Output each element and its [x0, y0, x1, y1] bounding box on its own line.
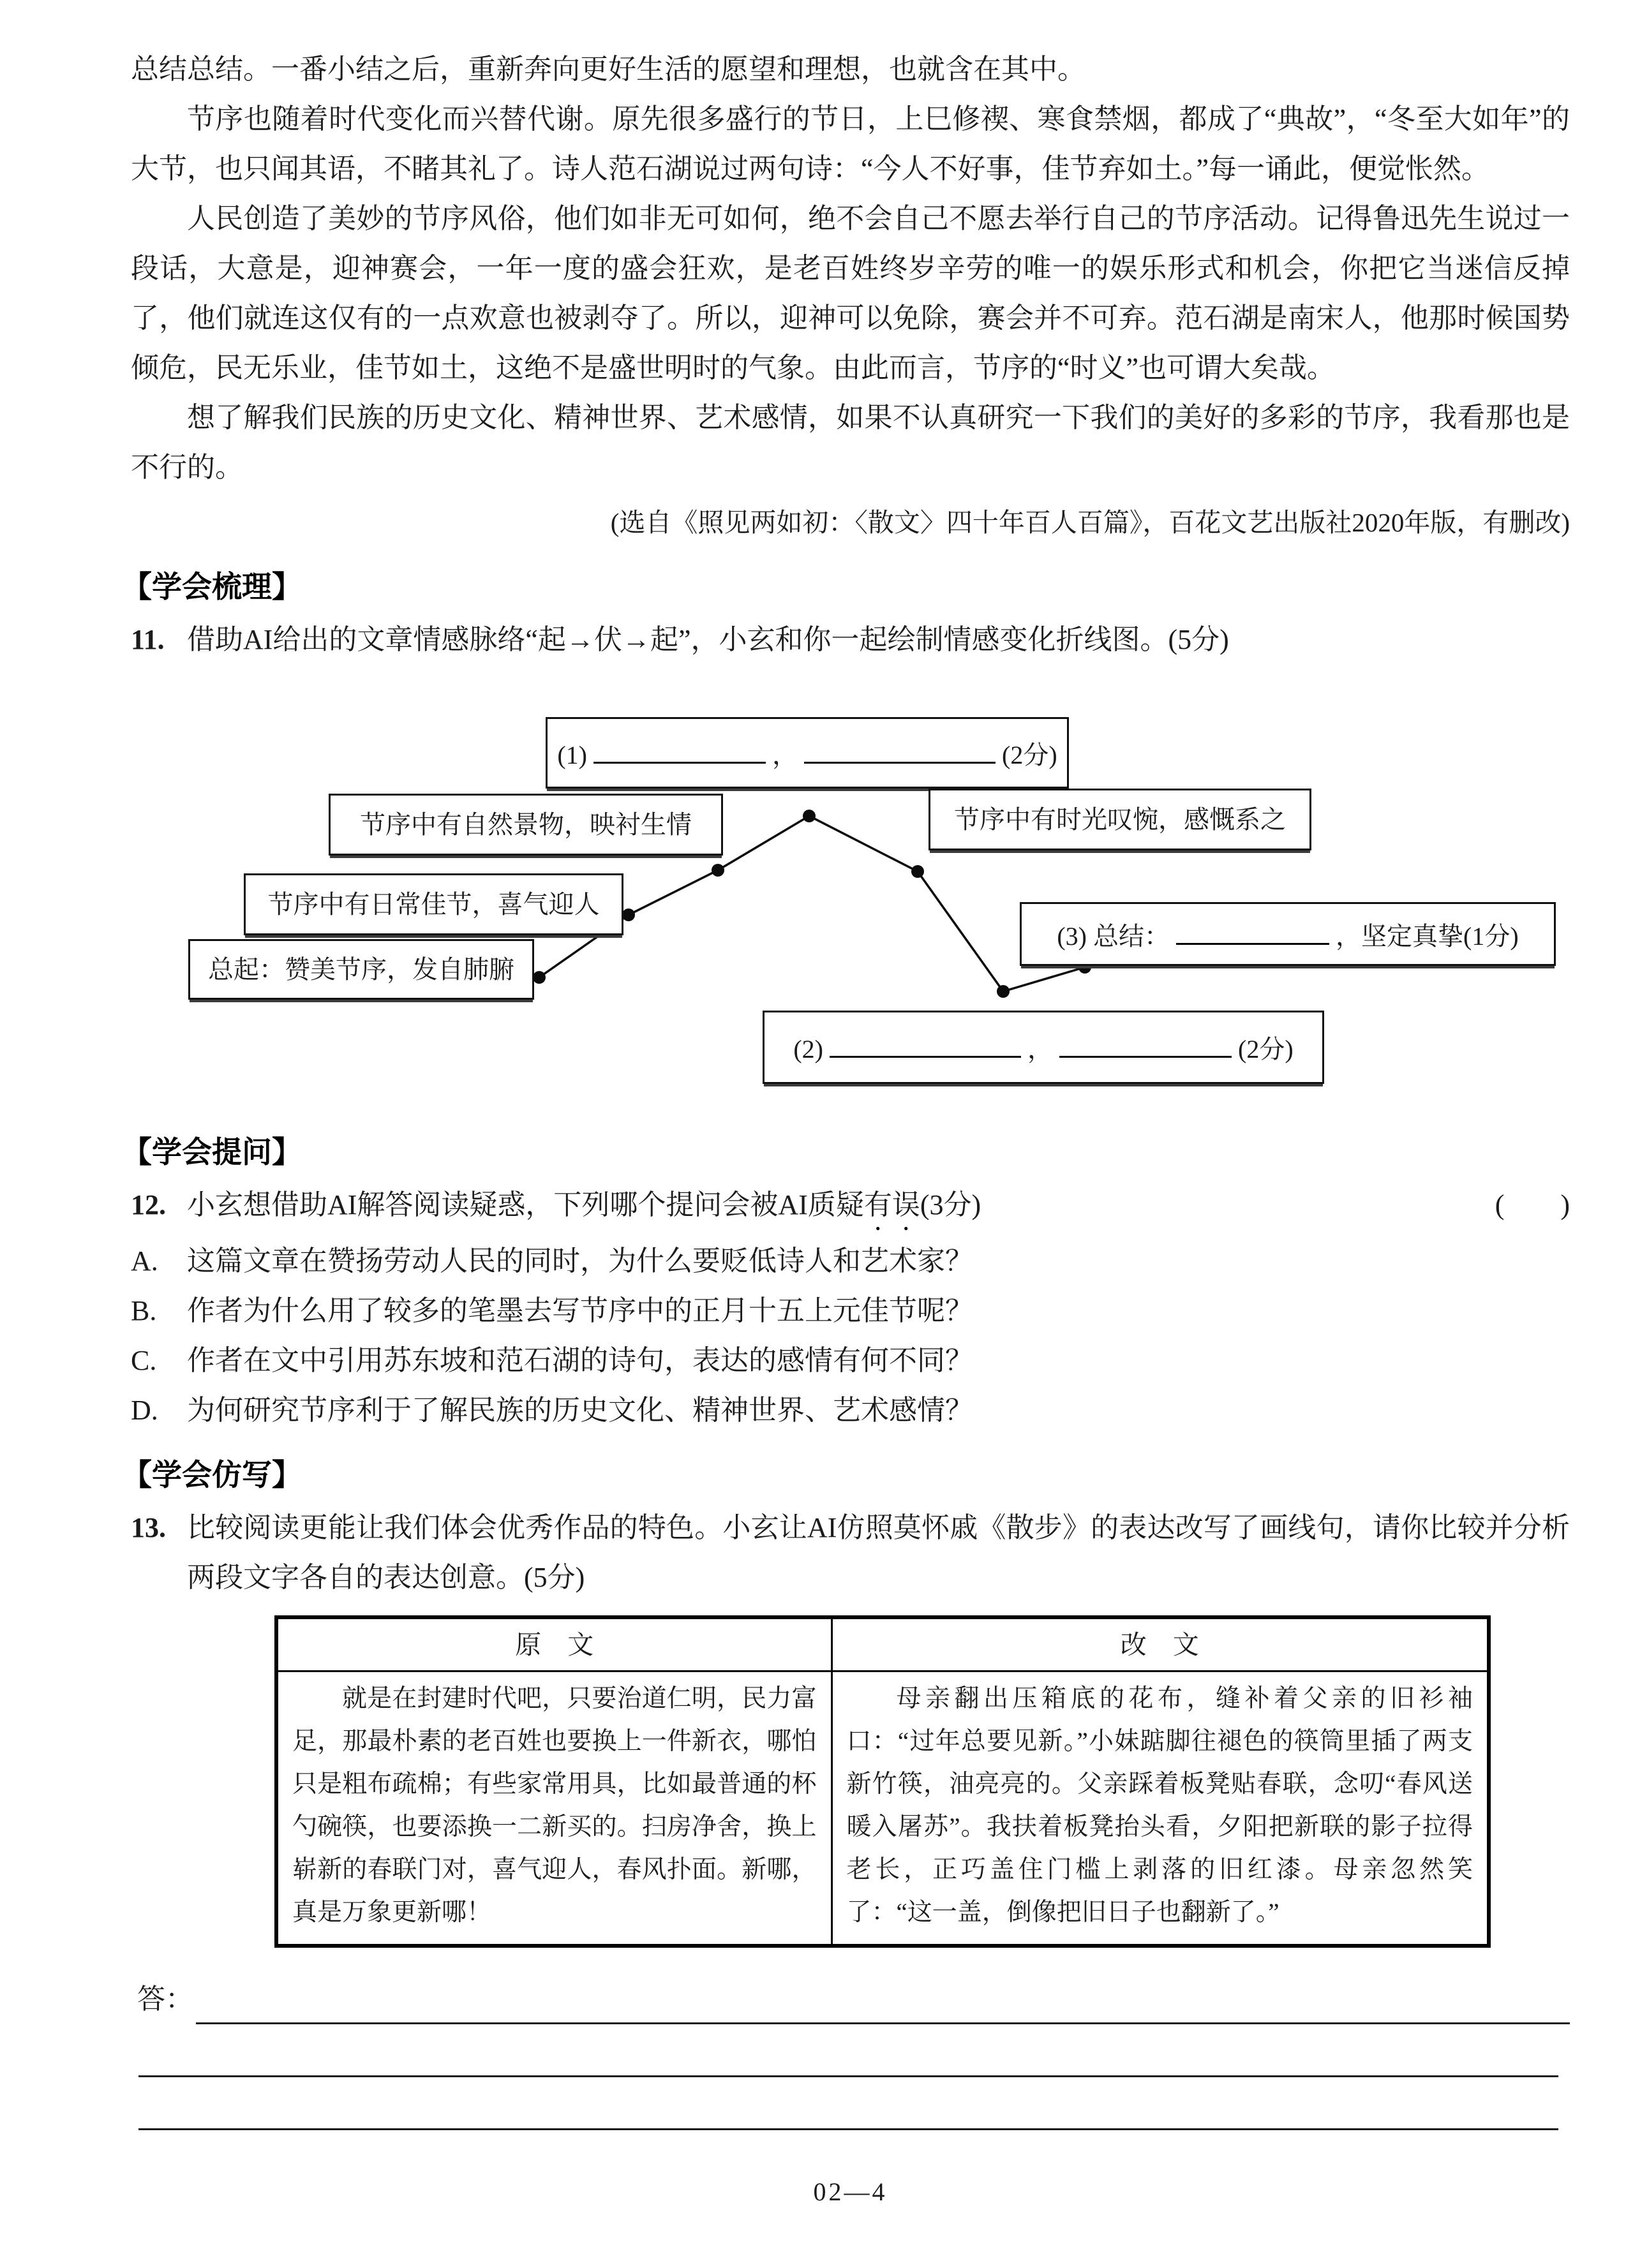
question-12-text: 小玄想借助AI解答阅读疑惑，下列哪个提问会被AI质疑 [187, 1189, 864, 1220]
answer-label: 答： [137, 1983, 193, 2015]
option-c-label: C. [131, 1345, 157, 1376]
question-11-number: 11. [131, 624, 165, 655]
question-13-text: 比较阅读更能让我们体会优秀作品的特色。小玄让AI仿照莫怀戚《散步》的表达改写了画线句，请你比较并分析两段文字各自的表达创意。(5分) [187, 1512, 1570, 1593]
blank2-comma: ， [1027, 1035, 1053, 1064]
diagram-box-time-label: 节序中有时光叹惋，感慨系之 [954, 804, 1286, 834]
diagram-box-blank2 [763, 1011, 1324, 1084]
section-title-fangxie: 【学会仿写】 [122, 1458, 302, 1492]
data-point [911, 865, 924, 878]
passage-paragraph: 总结总结。一番小结之后，重新奔向更好生活的愿望和理想，也就含在其中。 [131, 54, 1085, 85]
passage-paragraph: 人民创造了美妙的节序风俗，他们如非无可如何，绝不会自己不愿去举行自己的节序活动。记得鲁迅先生说过一段话，大意是，迎神赛会，一年一度的盛会狂欢，是老百姓终岁辛劳的唯一的娱乐形式和机会，你把它当迷信反掉了，他们就连这仅有的一点欢意也被剥夺了。所以，迎神可以免除，赛会并不可弃。范石湖是南宋人，他那时候国势倾危，民无乐业，佳节如土，这绝不是盛世明时的气象。由此而言，节序的“时义”也可谓大矣哉。 [131, 203, 1570, 383]
comparison-table [274, 1615, 1491, 1948]
revised-text: 母亲翻出压箱底的花布，缝补着父亲的旧衫袖口：“过年总要见新。”小妹踮脚往褪色的筷筒里插了两支新竹筷，油亮亮的。父亲踩着板凳贴春联，念叨“春风送暖入屠苏”。我扶着板凳抬头看，夕阳把新联的影子拉得老长，正巧盖住门槛上剥落的旧红漆。母亲忽然笑了：“这一盖，倒像把旧日子也翻新了。” [846, 1685, 1473, 1926]
answer-bracket: ( ) [1495, 1189, 1570, 1220]
question-13 [131, 1503, 1570, 1603]
option-b-label: B. [131, 1295, 157, 1326]
answer-writing-line [138, 2077, 1558, 2130]
question-11-text: 借助AI给出的文章情感脉络“起→伏→起”，小玄和你一起绘制情感变化折线图。(5分) [187, 624, 1229, 655]
page-number: 02—4 [813, 2177, 888, 2206]
diagram-box-nature-label: 节序中有自然景物，映衬生情 [360, 810, 692, 839]
answer-blank [830, 1029, 1021, 1058]
question-12-number: 12. [131, 1189, 166, 1220]
question-11 [131, 615, 1570, 665]
emotion-line-diagram [0, 679, 1626, 1113]
data-point-peak [803, 810, 816, 822]
answer-blank [1176, 916, 1329, 945]
option-d-text: 为何研究节序利于了解民族的历史文化、精神世界、艺术感情？ [187, 1395, 973, 1426]
blank3-suffix: ，坚定真挚(1分) [1336, 921, 1519, 951]
diagram-box-nature [329, 794, 723, 856]
question-13-number: 13. [131, 1512, 166, 1543]
question-12 [131, 1180, 1570, 1236]
diagram-box-blank1 [546, 717, 1069, 789]
blank1-number: (1) [557, 740, 587, 769]
option-c-text: 作者在文中引用苏东坡和范石湖的诗句，表达的感情有何不同？ [187, 1345, 973, 1376]
blank3-prefix: (3) 总结： [1057, 921, 1170, 951]
column-header-original: 原 文 [276, 1617, 832, 1671]
revised-text-cell [832, 1671, 1489, 1946]
blank2-number: (2) [793, 1035, 823, 1064]
option-b [131, 1286, 1570, 1336]
answer-writing-line [196, 1989, 1570, 2024]
answer-writing-line [138, 2024, 1558, 2077]
data-point [622, 908, 635, 921]
option-d [131, 1386, 1570, 1435]
diagram-box-time [929, 789, 1311, 850]
data-point [712, 864, 724, 877]
table-header-row [276, 1617, 1489, 1671]
option-b-text: 作者为什么用了较多的笔墨去写节序中的正月十五上元佳节呢？ [187, 1295, 973, 1326]
diagram-box-daily [244, 873, 623, 935]
option-c [131, 1336, 1570, 1386]
answer-area [137, 1975, 1570, 2024]
answer-blank [593, 735, 766, 764]
blank2-score: (2分) [1238, 1035, 1294, 1064]
question-12-score: (3分) [920, 1189, 981, 1220]
column-header-revised: 改 文 [832, 1617, 1489, 1671]
original-text: 就是在封建时代吧，只要治道仁明，民力富足，那最朴素的老百姓也要换上一件新衣，哪怕只是粗布疏棉；有些家常用具，比如最普通的杯勺碗筷，也要添换一二新买的。扫房净舍，换上崭新的春联门对，喜气迎人，春风扑面。新哪，真是万象更新哪！ [292, 1685, 817, 1926]
data-point-low [997, 985, 1010, 998]
diagram-box-opening-label: 总起：赞美节序，发自肺腑 [208, 954, 514, 984]
table-body-row [276, 1671, 1489, 1946]
diagram-box-daily-label: 节序中有日常佳节，喜气迎人 [267, 889, 600, 919]
answer-blank [1059, 1029, 1232, 1058]
option-a-label: A. [131, 1245, 158, 1277]
passage-paragraph: 节序也随着时代变化而兴替代谢。原先很多盛行的节日，上巳修禊、寒食禁烟，都成了“典故”，“冬至大如年”的大节，也只闻其语，不睹其礼了。诗人范石湖说过两句诗：“今人不好事，佳节弃如土。”每一诵此，便觉怅然。 [131, 103, 1570, 184]
option-a-text: 这篇文章在赞扬劳动人民的同时，为什么要贬低诗人和艺术家？ [187, 1245, 973, 1277]
passage-paragraph: 想了解我们民族的历史文化、精神世界、艺术感情，如果不认真研究一下我们的美好的多彩的节序，我看那也是不行的。 [131, 402, 1570, 483]
blank1-score: (2分) [1002, 740, 1057, 769]
diagram-box-opening [188, 939, 534, 1000]
data-point [533, 971, 546, 984]
original-text-cell [276, 1671, 832, 1946]
diagram-box-blank3 [1020, 902, 1556, 966]
section-title-shuli: 【学会梳理】 [122, 570, 302, 604]
question-12-emphasized: 有误 [863, 1189, 920, 1220]
option-d-label: D. [131, 1395, 158, 1426]
section-title-tiwen: 【学会提问】 [122, 1135, 302, 1169]
passage-citation: (选自《照见两如初：〈散文〉四十年百人百篇》，百花文艺出版社2020年版，有删改) [610, 508, 1570, 537]
option-a [131, 1236, 1570, 1286]
answer-blank [804, 735, 996, 764]
blank1-comma: ， [772, 740, 798, 769]
